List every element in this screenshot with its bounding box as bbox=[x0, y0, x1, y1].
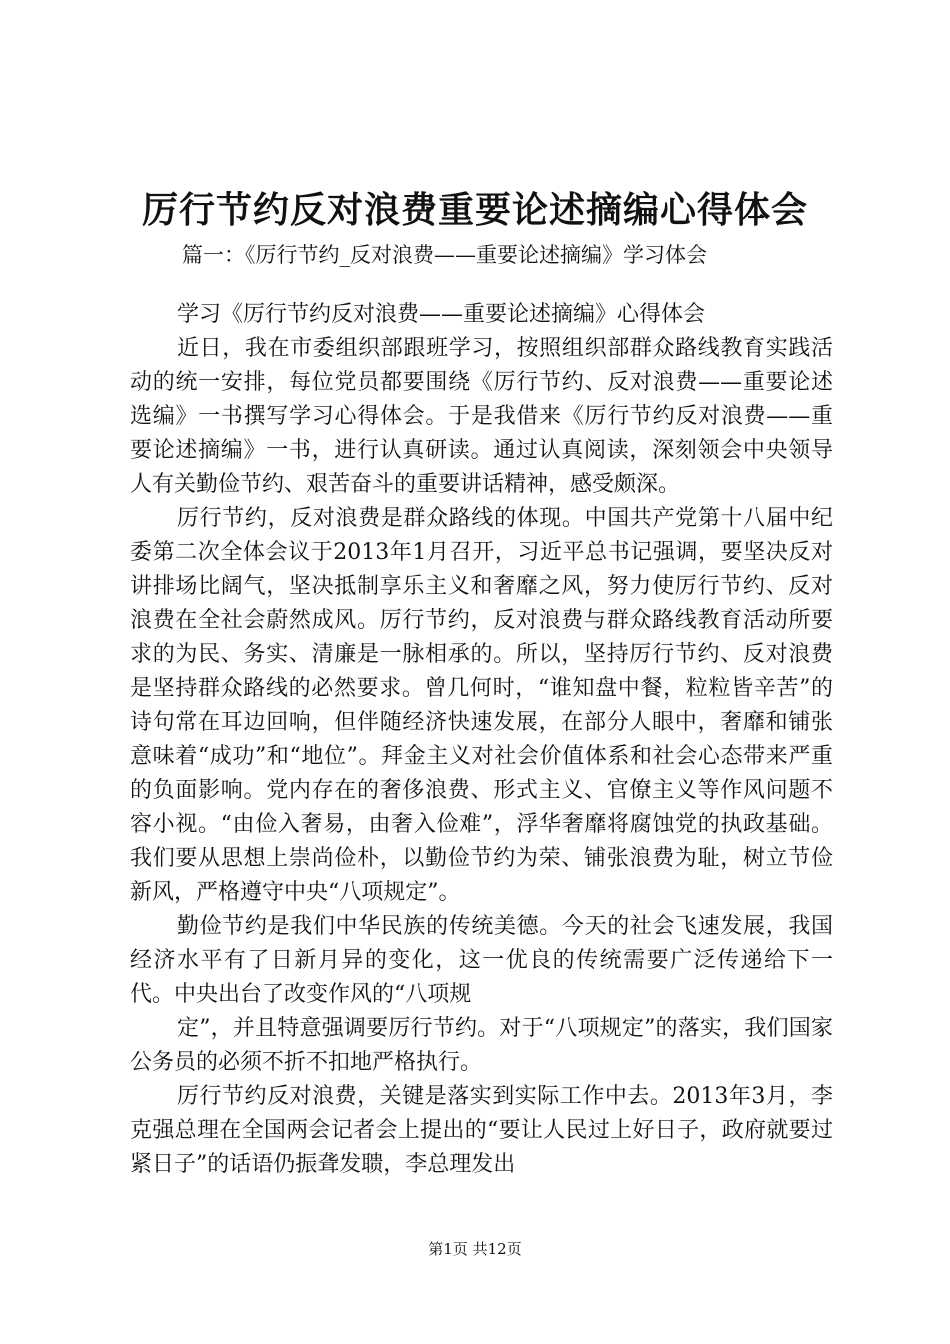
document-body bbox=[130, 298, 833, 1182]
paragraph: 厉行节约反对浪费，关键是落实到实际工作中去。2013年3月，李克强总理在全国两会记者会上提出的“要让人民过上好日子，政府就要过紧日子”的话语仍振聋发聩，李总理发出 bbox=[130, 1084, 833, 1177]
document-subtitle: 篇一：《厉行节约_反对浪费——重要论述摘编》学习体会 bbox=[182, 243, 707, 267]
paragraph: 厉行节约，反对浪费是群众路线的体现。中国共产党第十八届中纪委第二次全体会议于2013年1月召开，习近平总书记强调，要坚决反对讲排场比阔气，坚决抵制享乐主义和奢靡之风，努力使厉行节约、反对浪费在全社会蔚然成风。厉行节约，反对浪费与群众路线教育活动所要求的为民、务实、清廉是一脉相承的。所以，坚持厉行节约、反对浪费是坚持群众路线的必然要求。曾几何时，“谁知盘中餐，粒粒皆辛苦”的诗句常在耳边回响，但伴随经济快速发展，在部分人眼中，奢靡和铺张意味着“成功”和“地位”。拜金主义对社会价值体系和社会心态带来严重的负面影响。党内存在的奢侈浪费、形式主义、官僚主义等作风问题不容小视。“由俭入奢易，由奢入俭难”，浮华奢靡将腐蚀党的执政基础。我们要从思想上崇尚俭朴，以勤俭节约为荣、铺张浪费为耻，树立节俭新风，严格遵守中央“八项规定”。 bbox=[130, 506, 833, 905]
paragraph-heading: 学习《厉行节约反对浪费——重要论述摘编》心得体会 bbox=[177, 302, 706, 327]
paragraph: 勤俭节约是我们中华民族的传统美德。今天的社会飞速发展，我国经济水平有了日新月异的变化，这一优良的传统需要广泛传递给下一代。中央出台了改变作风的“八项规 bbox=[130, 914, 833, 1007]
page-number-footer: 第1页 共12页 bbox=[428, 1240, 522, 1258]
document-title: 厉行节约反对浪费重要论述摘编心得体会 bbox=[141, 189, 808, 231]
paragraph-continuation: 定”，并且特意强调要厉行节约。对于“八项规定”的落实，我们国家公务员的必须不折不扣地严格执行。 bbox=[130, 1016, 833, 1075]
paragraph: 近日，我在市委组织部跟班学习，按照组织部群众路线教育实践活动的统一安排，每位党员都要围绕《厉行节约、反对浪费——重要论述选编》一书撰写学习心得体会。于是我借来《厉行节约反对浪费——重要论述摘编》一书，进行认真研读。通过认真阅读，深刻领会中央领导人有关勤俭节约、艰苦奋斗的重要讲话精神，感受颇深。 bbox=[130, 336, 833, 497]
